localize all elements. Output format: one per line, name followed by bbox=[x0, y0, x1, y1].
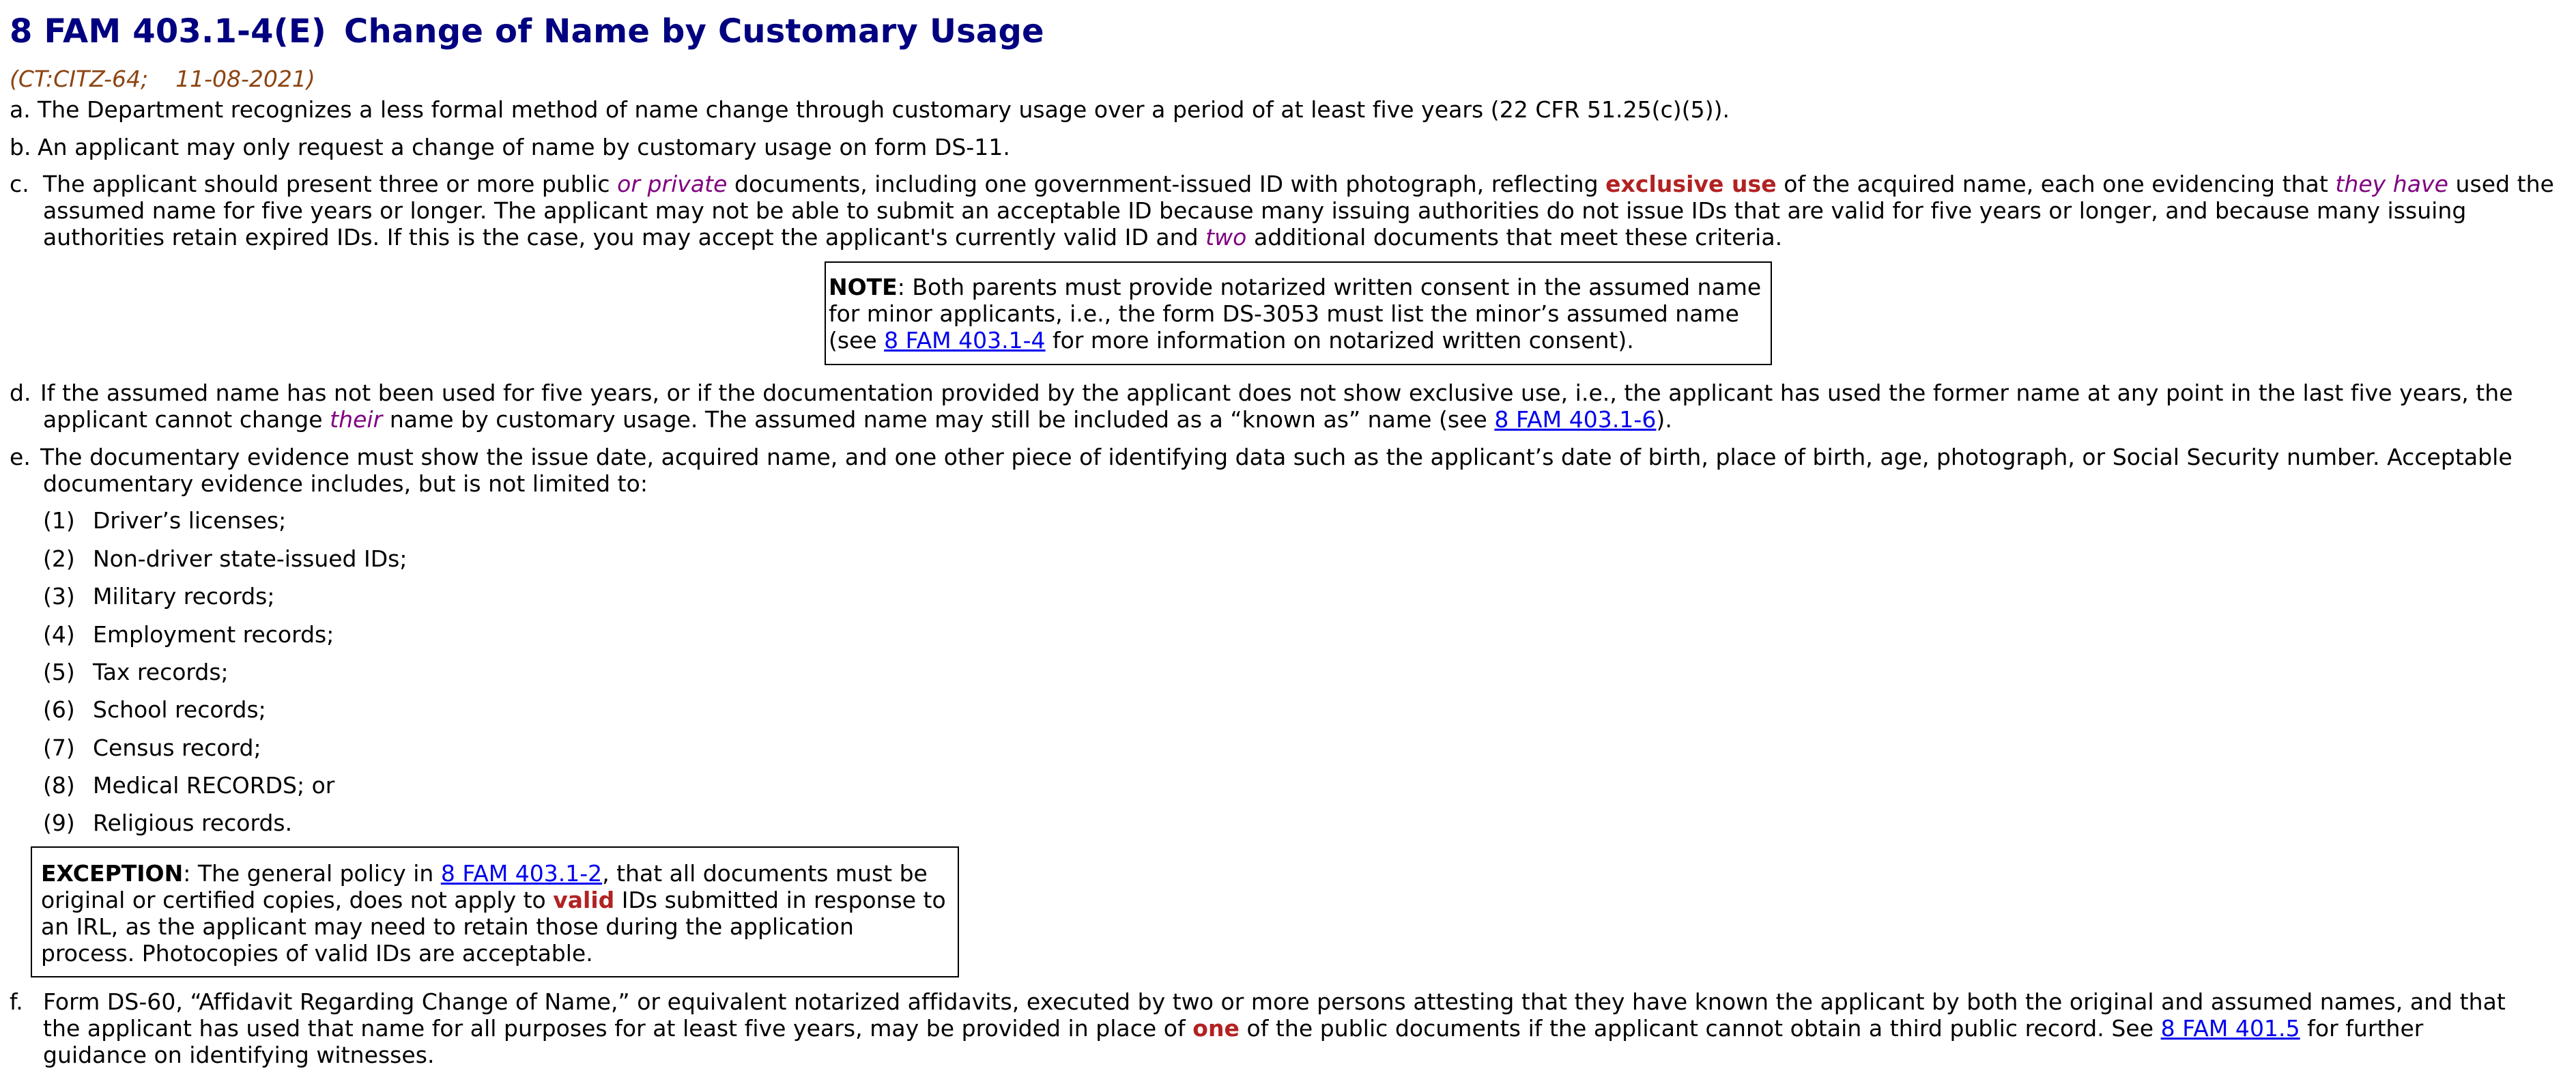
section-number: 8 FAM 403.1-4(E) bbox=[10, 12, 327, 51]
list-item bbox=[43, 772, 334, 799]
paragraph-e bbox=[10, 444, 2535, 497]
list-text: Non-driver state-issued IDs; bbox=[93, 545, 407, 572]
paragraph-text: used the assumed name for five years or longer. The applicant may not be able to submit an acceptable ID because many issuing authorities do not issue IDs that are valid for five years or longer, and because many issuing authorities retain expired IDs. If this is the case, you may accept the applicant's currently valid ID and bbox=[43, 171, 2554, 251]
list-number: (4) bbox=[43, 621, 75, 648]
list-number: (8) bbox=[43, 772, 75, 799]
exception-text: IDs submitted in response to an IRL, as the applicant may need to retain those during the application process. Photocopies of valid IDs are acceptable. bbox=[41, 887, 946, 967]
list-text: Religious records. bbox=[93, 810, 293, 836]
list-item bbox=[43, 810, 292, 836]
inserted-text: their bbox=[330, 406, 383, 433]
paragraph-label: e. bbox=[10, 444, 31, 470]
emphasis-text: exclusive use bbox=[1605, 171, 1777, 197]
list-item bbox=[43, 659, 229, 685]
note-text: : Both parents must provide notarized written consent in the assumed name for minor applicants, i.e., the form DS-3053 must list the minor’s assumed name (see bbox=[829, 274, 1762, 354]
section-title: Change of Name by Customary Usage bbox=[344, 12, 1044, 51]
paragraph-text: An applicant may only request a change of name by customary usage on form DS-11. bbox=[38, 134, 1010, 160]
paragraph-text: The Department recognizes a less formal method of name change through customary usage over a period of at least five years (22 CFR 51.25(c)(5)). bbox=[38, 96, 1730, 123]
paragraph-text: documents, including one government-issued ID with photograph, reflecting bbox=[727, 171, 1606, 197]
link-8-fam-403-1-2[interactable]: 8 FAM 403.1-2 bbox=[440, 860, 603, 887]
paragraph-label: c. bbox=[10, 171, 29, 197]
exception-text: , that all documents must be original or certified copies, does not apply to bbox=[41, 860, 928, 913]
link-8-fam-403-1-6[interactable]: 8 FAM 403.1-6 bbox=[1494, 406, 1657, 433]
exception-text: : The general policy in bbox=[183, 860, 441, 887]
list-item bbox=[43, 734, 261, 761]
list-item bbox=[43, 621, 334, 648]
paragraph-f bbox=[10, 988, 2521, 1068]
list-text: Military records; bbox=[93, 583, 275, 610]
note-label: NOTE bbox=[829, 274, 898, 300]
paragraph-text: additional documents that meet these criteria. bbox=[1246, 224, 1783, 251]
paragraph-c bbox=[10, 171, 2562, 251]
paragraph-text: for further guidance on identifying witnesses. bbox=[43, 1015, 2424, 1068]
paragraph-label: f. bbox=[10, 988, 23, 1015]
list-item bbox=[43, 507, 286, 534]
paragraph-label: b. bbox=[10, 134, 31, 160]
emphasis-text: one bbox=[1192, 1015, 1240, 1042]
emphasis-text: valid bbox=[553, 887, 615, 913]
exception-box bbox=[31, 846, 959, 977]
list-item bbox=[43, 696, 266, 723]
paragraph-d bbox=[10, 380, 2571, 433]
paragraph-a bbox=[10, 96, 2576, 123]
list-number: (2) bbox=[43, 545, 75, 572]
paragraph-text: of the public documents if the applicant cannot obtain a third public record. See bbox=[1239, 1015, 2161, 1042]
list-text: Tax records; bbox=[93, 659, 229, 685]
inserted-text: two bbox=[1205, 224, 1247, 251]
list-number: (6) bbox=[43, 696, 75, 723]
list-text: School records; bbox=[93, 696, 266, 723]
paragraph-text: ). bbox=[1656, 406, 1672, 433]
note-box bbox=[825, 261, 1772, 365]
paragraph-text: name by customary usage. The assumed name may still be included as a “known as” name (see bbox=[382, 406, 1495, 433]
list-number: (3) bbox=[43, 583, 75, 610]
paragraph-b bbox=[10, 134, 2576, 160]
list-item bbox=[43, 545, 407, 572]
list-item bbox=[43, 583, 274, 610]
list-text: Driver’s licenses; bbox=[93, 507, 287, 534]
ct-code: (CT:CITZ-64; bbox=[10, 66, 149, 92]
list-number: (7) bbox=[43, 734, 75, 761]
list-number: (5) bbox=[43, 659, 75, 685]
list-text: Census record; bbox=[93, 734, 261, 761]
paragraph-text: The applicant should present three or more public bbox=[43, 171, 618, 197]
list-number: (9) bbox=[43, 810, 75, 836]
page-title bbox=[10, 10, 2576, 53]
paragraph-text: If the assumed name has not been used for five years, or if the documentation provided by the applicant does not show exclusive use, i.e., the applicant has used the former name at any point in the last five years, the applicant cannot change bbox=[40, 380, 2513, 433]
paragraph-text: of the acquired name, each one evidencing that bbox=[1776, 171, 2336, 197]
paragraph-text: Form DS-60, “Affidavit Regarding Change of Name,” or equivalent notarized affidavits, executed by two or more persons attesting that they have known the applicant by both the original and assumed names, and that the applicant has used that name for all purposes for at least five years, may be provided in place of bbox=[43, 988, 2506, 1042]
exception-label: EXCEPTION bbox=[41, 860, 184, 887]
inserted-text: or private bbox=[617, 171, 728, 197]
link-8-fam-401-5[interactable]: 8 FAM 401.5 bbox=[2160, 1015, 2300, 1042]
link-8-fam-403-1-4[interactable]: 8 FAM 403.1-4 bbox=[884, 327, 1046, 354]
paragraph-label: d. bbox=[10, 380, 31, 406]
list-text: Employment records; bbox=[93, 621, 334, 648]
ct-date: 11-08-2021) bbox=[175, 66, 315, 92]
paragraph-label: a. bbox=[10, 96, 31, 123]
paragraph-text: The documentary evidence must show the issue date, acquired name, and one other piece of identifying data such as the applicant’s date of birth, place of birth, age, photograph, or Social Security number. Acceptable documentary evidence includes, but is not limited to: bbox=[40, 444, 2513, 497]
inserted-text: they have bbox=[2335, 171, 2448, 197]
note-text: for more information on notarized written consent). bbox=[1045, 327, 1634, 354]
list-text: Medical RECORDS; or bbox=[93, 772, 335, 799]
list-number: (1) bbox=[43, 507, 75, 534]
change-transmittal bbox=[10, 64, 2576, 94]
